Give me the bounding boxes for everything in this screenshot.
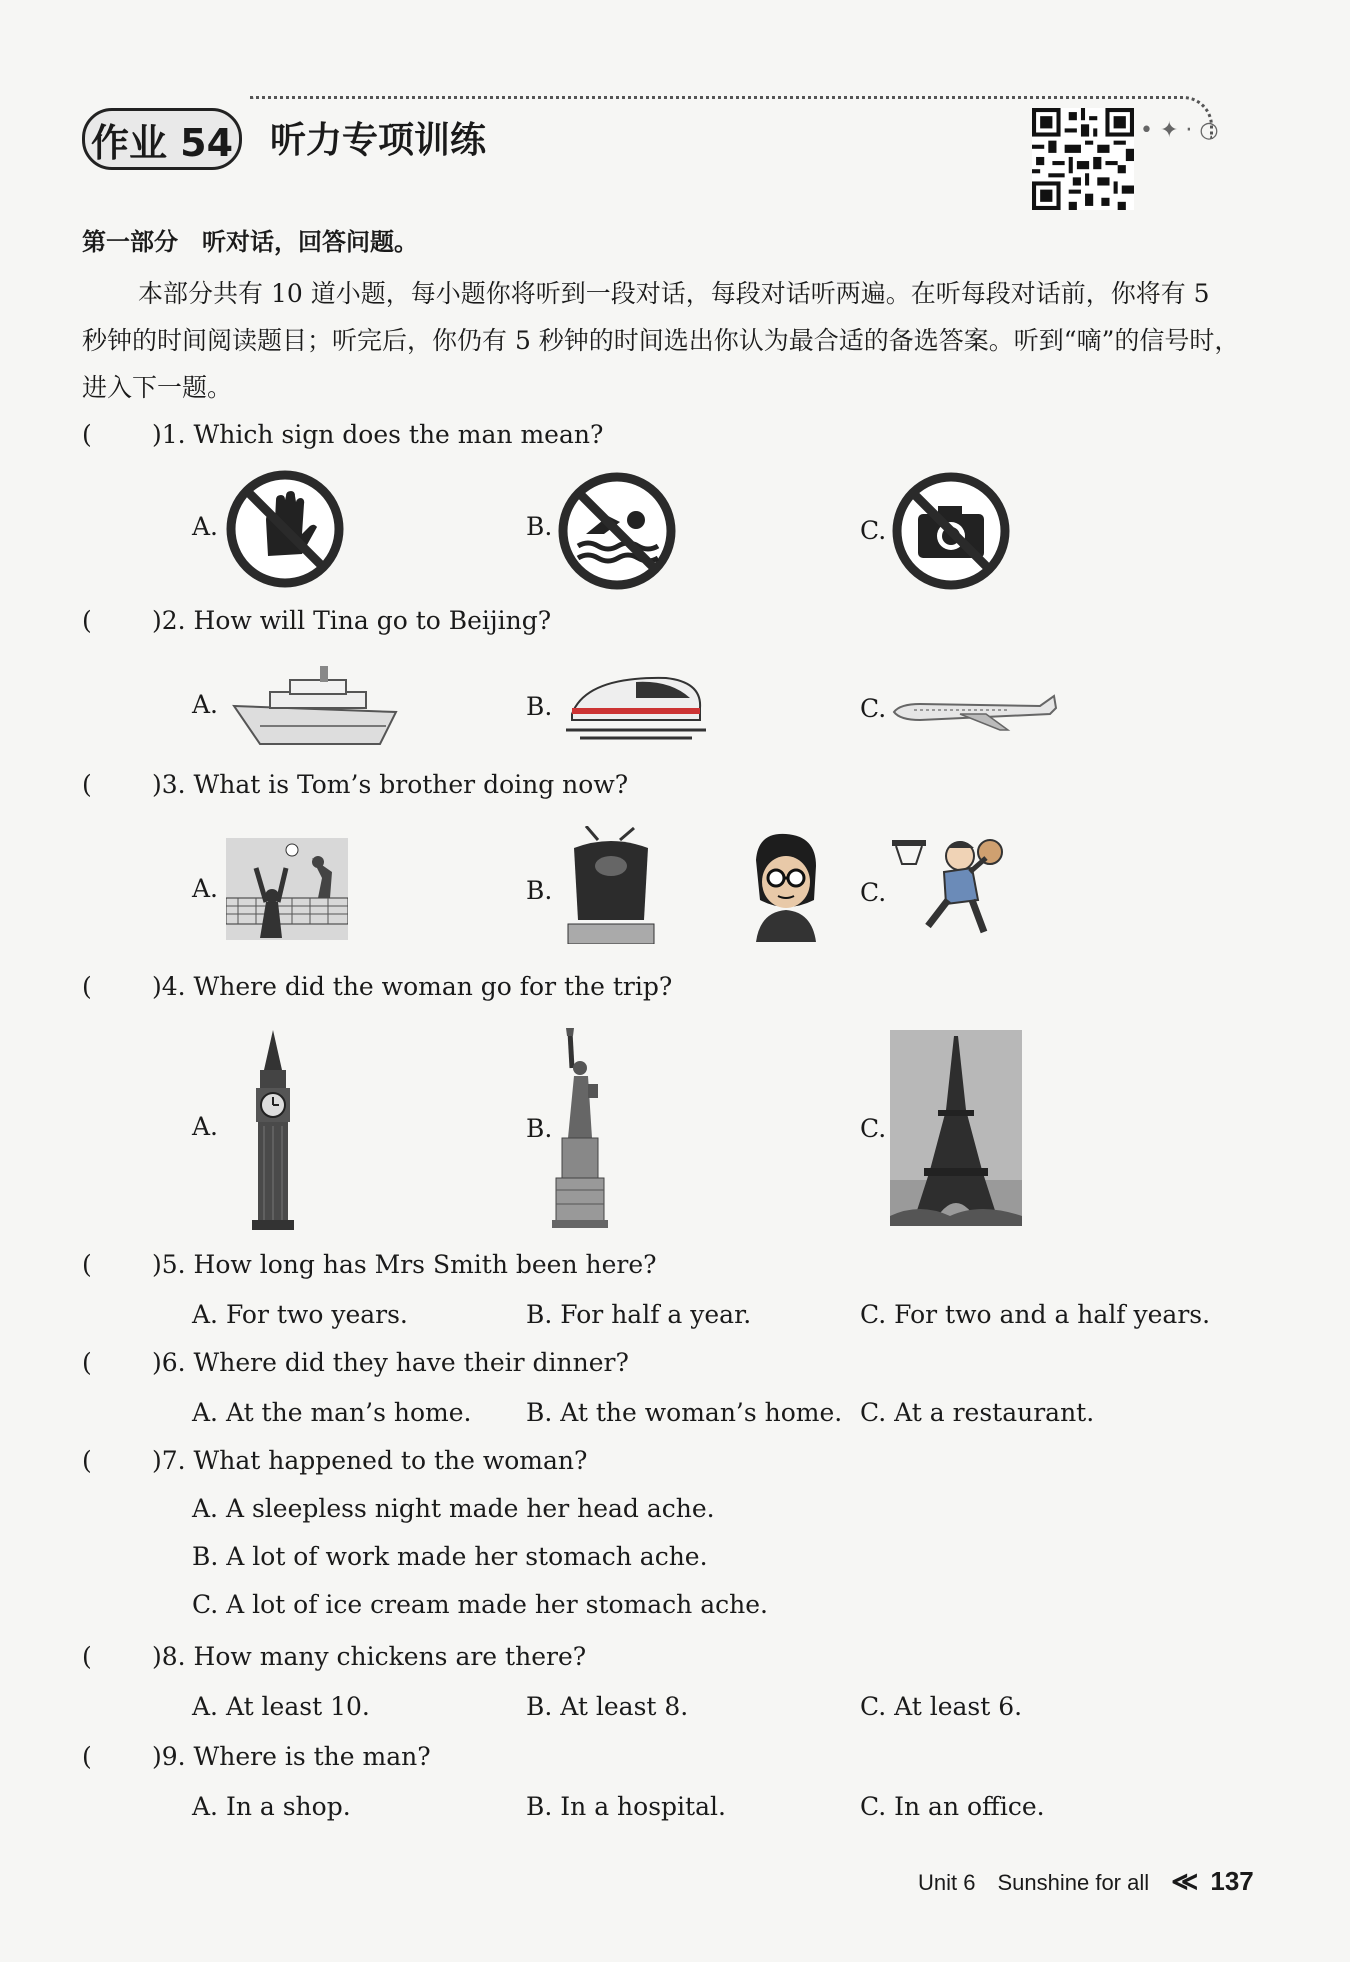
answer-blank[interactable]: ( <box>82 420 92 449</box>
option-c: C. In an office. <box>860 1792 1045 1821</box>
page-title: 听力专项训练 <box>270 120 487 161</box>
question-text: )7. What happened to the woman? <box>152 1446 588 1475</box>
statue-of-liberty-icon <box>548 1028 612 1228</box>
question-text: )3. What is Tom’s brother doing now? <box>152 770 629 799</box>
footer-unit: Unit 6 <box>918 1870 976 1895</box>
question-8 <box>82 1642 586 1671</box>
option-a: A. At least 10. <box>192 1692 370 1721</box>
option-c-label: C. <box>860 516 887 545</box>
option-c-label: C. <box>860 1114 887 1143</box>
double-chevron-icon: ≪ <box>1171 1866 1199 1896</box>
option-a-label: A. <box>192 874 219 903</box>
option-c: C. At least 6. <box>860 1692 1023 1721</box>
option-a-label: A. <box>192 690 219 719</box>
qr-code-icon[interactable] <box>1032 108 1134 210</box>
airplane-icon <box>890 690 1058 736</box>
big-ben-icon <box>242 1030 304 1230</box>
no-swimming-sign-icon <box>558 472 676 590</box>
sparkle-decoration-icon: • ✦ · ○ <box>1140 118 1219 143</box>
answer-blank[interactable]: ( <box>82 972 92 1001</box>
option-a: A. In a shop. <box>192 1792 351 1821</box>
ship-icon <box>230 660 400 746</box>
question-text: )9. Where is the man? <box>152 1742 431 1771</box>
option-c: C. A lot of ice cream made her stomach ache. <box>192 1590 768 1619</box>
option-b: B. At the woman’s home. <box>526 1398 843 1427</box>
question-text: )1. Which sign does the man mean? <box>152 420 604 449</box>
volleyball-players-icon <box>226 838 348 940</box>
answer-blank[interactable]: ( <box>82 770 92 799</box>
question-6 <box>82 1348 629 1377</box>
option-b: B. In a hospital. <box>526 1792 726 1821</box>
no-photography-sign-icon <box>892 472 1010 590</box>
answer-blank[interactable]: ( <box>82 1250 92 1279</box>
answer-blank[interactable]: ( <box>82 1348 92 1377</box>
boy-watching-tv-icon <box>746 830 826 942</box>
eiffel-tower-icon <box>890 1030 1022 1226</box>
section-instructions: 本部分共有 10 道小题，每小题你将听到一段对话，每段对话听两遍。在听每段对话前，你将有 5 秒钟的时间阅读题目；听完后，你仍有 5 秒钟的时间选出你认为最合适的备选答案。听到“嘀”的信号时，进入下一题。 <box>82 279 1240 402</box>
answer-blank[interactable]: ( <box>82 1742 92 1771</box>
basketball-player-icon <box>892 834 1010 938</box>
question-1 <box>82 420 603 449</box>
question-text: )2. How will Tina go to Beijing? <box>152 606 552 635</box>
question-4 <box>82 972 672 1001</box>
option-a-label: A. <box>192 1112 219 1141</box>
question-text: )4. Where did the woman go for the trip? <box>152 972 673 1001</box>
option-a: A. A sleepless night made her head ache. <box>192 1494 715 1523</box>
option-c-label: C. <box>860 694 887 723</box>
page-number: 137 <box>1210 1866 1254 1896</box>
option-a: A. At the man’s home. <box>192 1398 472 1427</box>
no-touching-sign-icon <box>226 470 344 588</box>
footer-book-title: Sunshine for all <box>997 1870 1150 1895</box>
question-2 <box>82 606 551 635</box>
question-7 <box>82 1446 587 1475</box>
option-b: B. At least 8. <box>526 1692 689 1721</box>
question-text: )8. How many chickens are there? <box>152 1642 587 1671</box>
option-a-label: A. <box>192 512 219 541</box>
question-3 <box>82 770 628 799</box>
option-b-label: B. <box>526 692 553 721</box>
question-text: )6. Where did they have their dinner? <box>152 1348 629 1377</box>
option-c: C. For two and a half years. <box>860 1300 1211 1329</box>
option-a: A. For two years. <box>192 1300 408 1329</box>
question-5 <box>82 1250 657 1279</box>
tv-back-icon <box>564 826 658 944</box>
option-b-label: B. <box>526 512 553 541</box>
answer-blank[interactable]: ( <box>82 1642 92 1671</box>
option-c-label: C. <box>860 878 887 907</box>
question-9 <box>82 1742 431 1771</box>
option-b-label: B. <box>526 876 553 905</box>
answer-blank[interactable]: ( <box>82 1446 92 1475</box>
option-c: C. At a restaurant. <box>860 1398 1095 1427</box>
question-text: )5. How long has Mrs Smith been here? <box>152 1250 657 1279</box>
section-title: 第一部分 听对话，回答问题。 <box>82 228 418 256</box>
high-speed-train-icon <box>566 664 706 744</box>
option-b-label: B. <box>526 1114 553 1143</box>
option-b: B. For half a year. <box>526 1300 752 1329</box>
homework-number-badge: 作业 54 <box>82 108 242 170</box>
page-footer <box>918 1866 1254 1897</box>
answer-blank[interactable]: ( <box>82 606 92 635</box>
option-b: B. A lot of work made her stomach ache. <box>192 1542 708 1571</box>
